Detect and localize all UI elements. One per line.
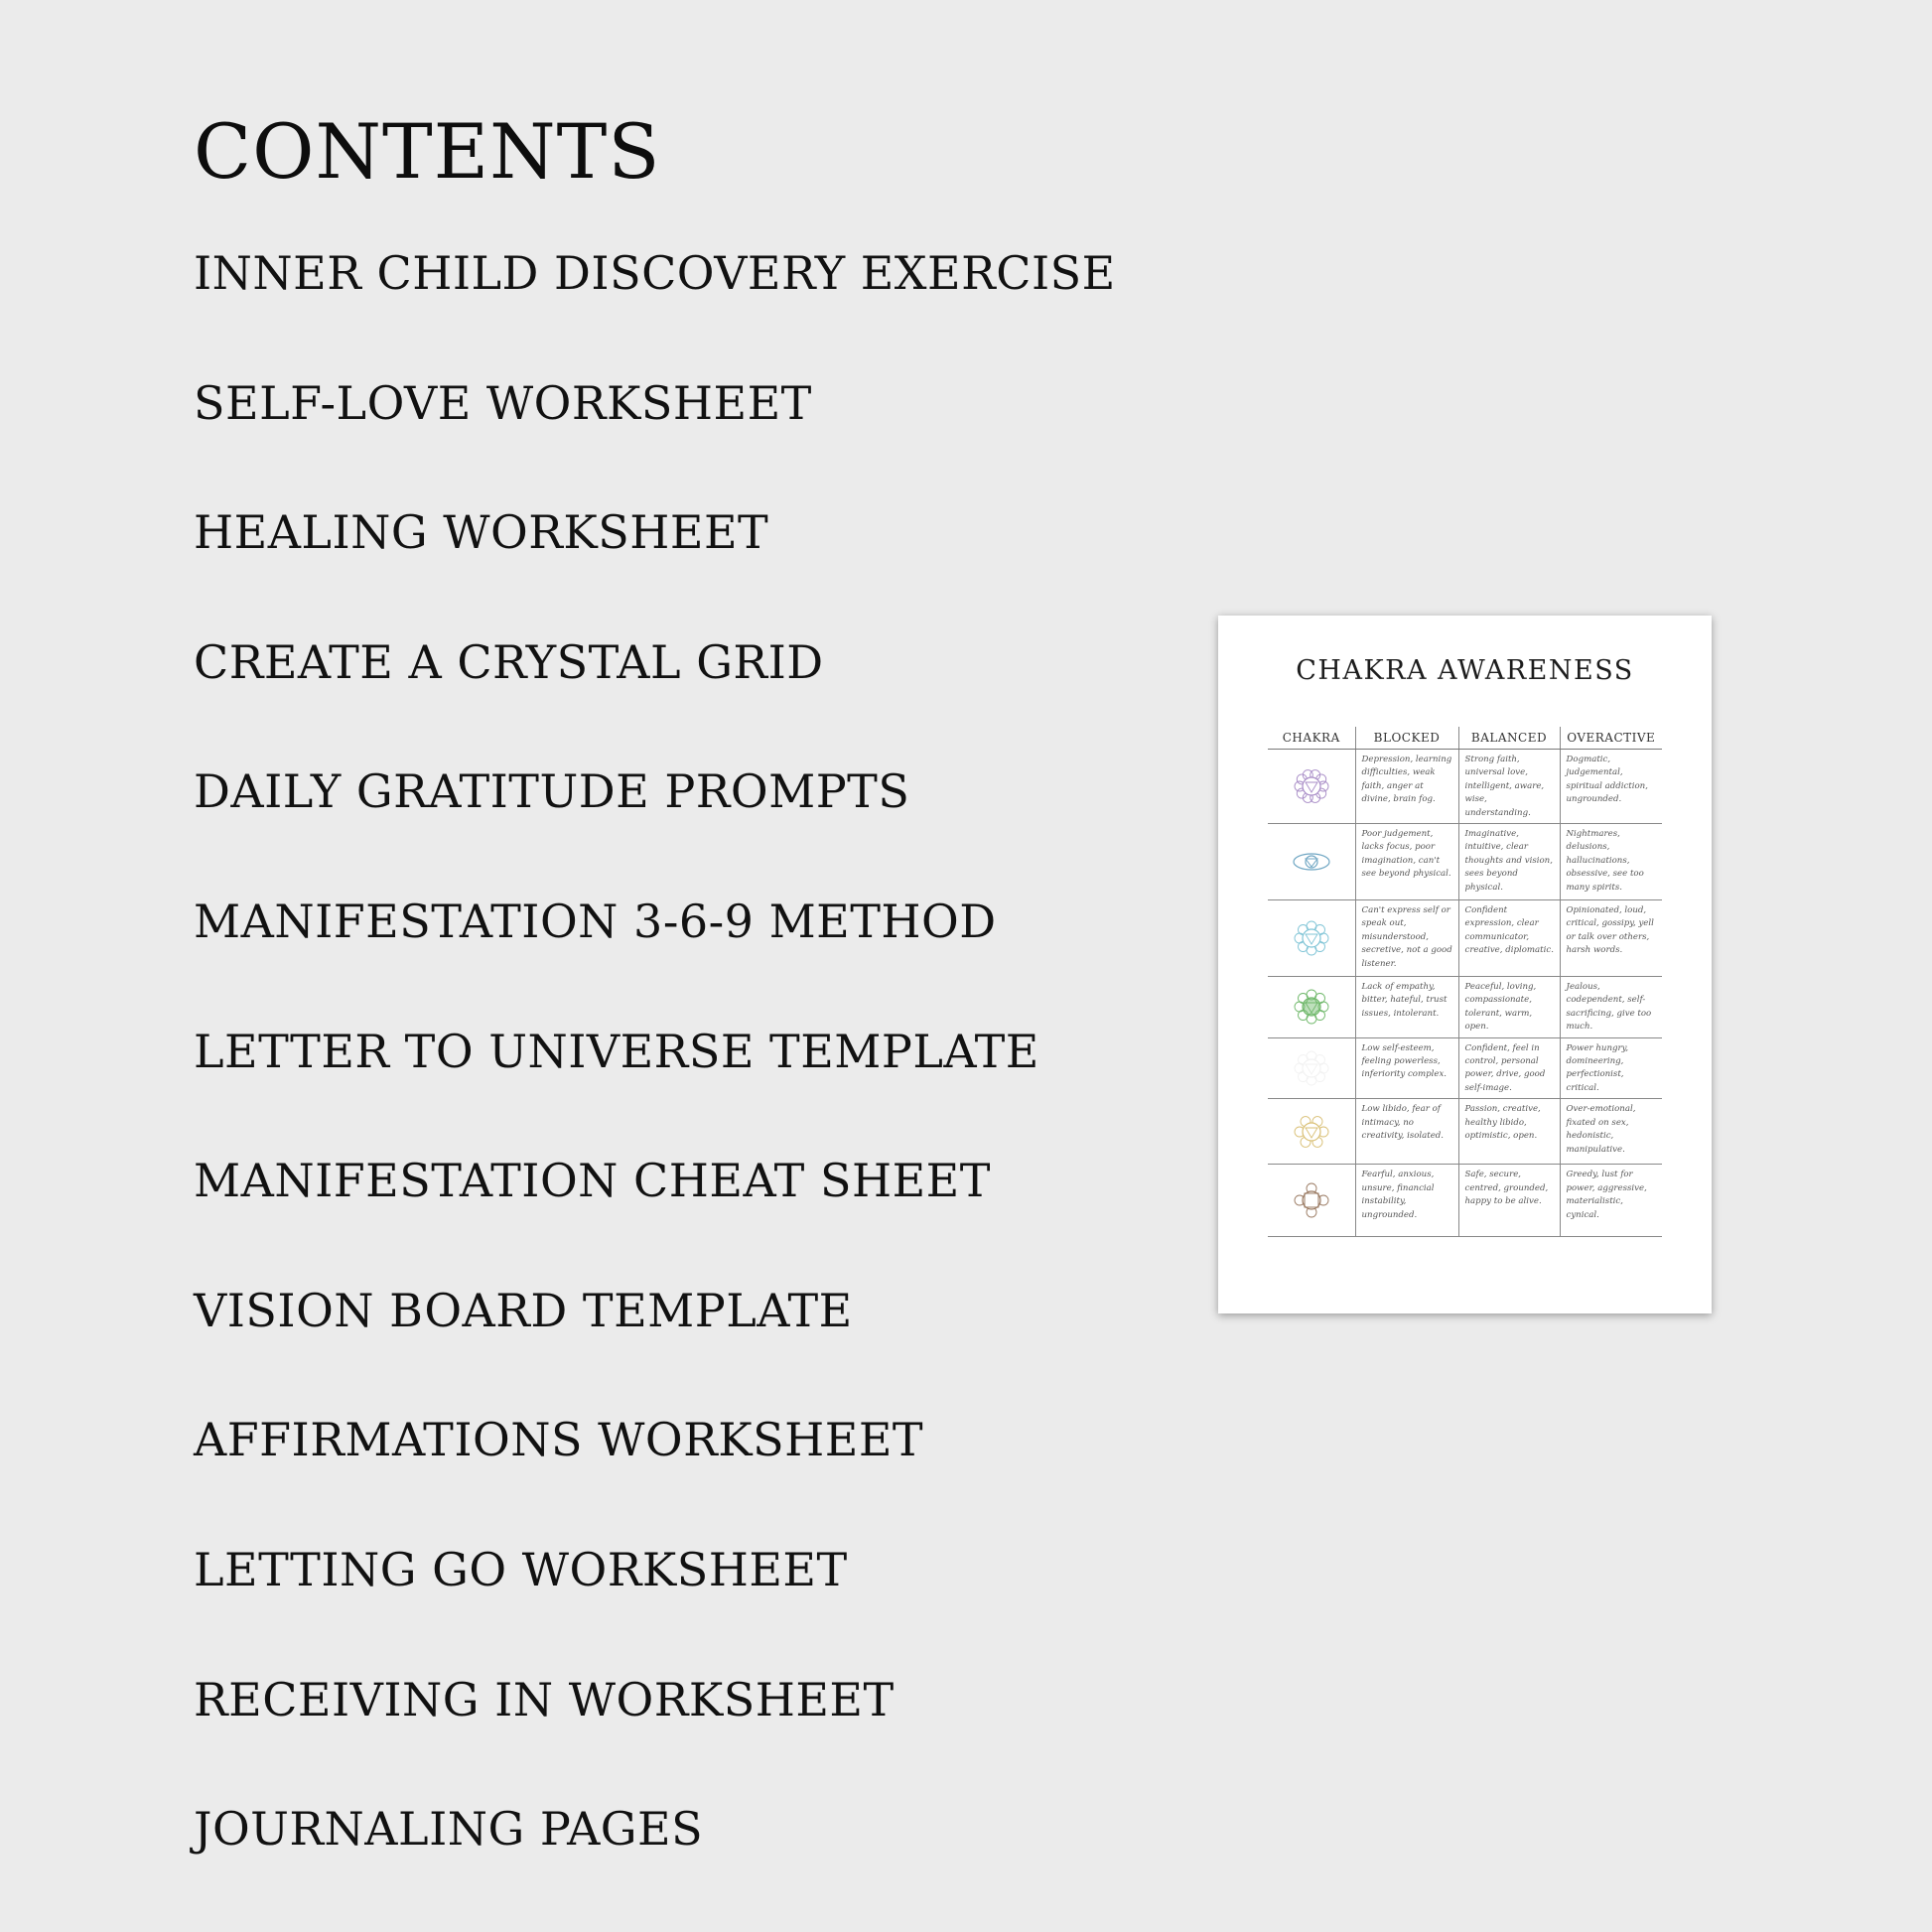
solar-plexus-chakra-icon (1292, 1048, 1331, 1088)
blocked-cell: Low self-esteem, feeling powerless, inferiority complex. (1355, 1037, 1458, 1099)
blocked-cell: Poor judgement, lacks focus, poor imagination, can't see beyond physical. (1355, 824, 1458, 900)
balanced-cell: Safe, secure, centred, grounded, happy to be alive. (1458, 1165, 1560, 1237)
chakra-symbol-cell (1268, 1099, 1355, 1165)
chakra-symbol-cell (1268, 900, 1355, 977)
balanced-cell: Confident, feel in control, personal power, drive, good self-image. (1458, 1037, 1560, 1099)
balanced-cell: Confident expression, clear communicator, creative, diplomatic. (1458, 900, 1560, 977)
contents-item: SELF-LOVE WORKSHEET (194, 375, 812, 430)
chakra-symbol-cell (1268, 1165, 1355, 1237)
table-row (1268, 1165, 1662, 1237)
table-header-row (1268, 727, 1662, 750)
blocked-cell: Lack of empathy, bitter, hateful, trust issues, intolerant. (1355, 977, 1458, 1038)
contents-list (194, 238, 1116, 1924)
chakra-symbol-cell (1268, 977, 1355, 1038)
throat-chakra-icon (1292, 918, 1331, 958)
table-row (1268, 824, 1662, 900)
contents-item: JOURNALING PAGES (194, 1802, 704, 1857)
overactive-cell: Jealous, codependent, self-sacrificing, give too much. (1560, 977, 1662, 1038)
table-row (1268, 1099, 1662, 1165)
chakra-symbol-cell (1268, 1037, 1355, 1099)
overactive-cell: Opinionated, loud, critical, gossipy, yell or talk over others, harsh words. (1560, 900, 1662, 977)
sacral-chakra-icon (1292, 1112, 1331, 1152)
column-header-chakra: CHAKRA (1268, 727, 1355, 750)
overactive-cell: Power hungry, domineering, perfectionist, critical. (1560, 1037, 1662, 1099)
chakra-symbol-cell (1268, 750, 1355, 824)
blocked-cell: Fearful, anxious, unsure, financial instability, ungrounded. (1355, 1165, 1458, 1237)
overactive-cell: Nightmares, delusions, hallucinations, obsessive, see too many spirits. (1560, 824, 1662, 900)
balanced-cell: Imaginative, intuitive, clear thoughts and vision, sees beyond physical. (1458, 824, 1560, 900)
balanced-cell: Passion, creative, healthy libido, optimistic, open. (1458, 1099, 1560, 1165)
worksheet-title: CHAKRA AWARENESS (1296, 655, 1634, 686)
chakra-table (1268, 727, 1662, 1237)
contents-item: VISION BOARD TEMPLATE (194, 1283, 853, 1337)
contents-item: MANIFESTATION CHEAT SHEET (194, 1154, 991, 1208)
column-header-blocked: BLOCKED (1355, 727, 1458, 750)
blocked-cell: Low libido, fear of intimacy, no creativity, isolated. (1355, 1099, 1458, 1165)
column-header-balanced: BALANCED (1458, 727, 1560, 750)
table-row (1268, 900, 1662, 977)
blocked-cell: Depression, learning difficulties, weak faith, anger at divine, brain fog. (1355, 750, 1458, 824)
chakra-symbol-cell (1268, 824, 1355, 900)
overactive-cell: Over-emotional, fixated on sex, hedonistic, manipulative. (1560, 1099, 1662, 1165)
contents-heading: CONTENTS (194, 107, 661, 196)
overactive-cell: Dogmatic, judgemental, spiritual addiction, ungrounded. (1560, 750, 1662, 824)
blocked-cell: Can't express self or speak out, misunderstood, secretive, not a good listener. (1355, 900, 1458, 977)
chakra-worksheet-preview (1218, 616, 1712, 1313)
table-row (1268, 1037, 1662, 1099)
column-header-overactive: OVERACTIVE (1560, 727, 1662, 750)
contents-item: INNER CHILD DISCOVERY EXERCISE (194, 246, 1116, 300)
table-row (1268, 977, 1662, 1038)
contents-item: MANIFESTATION 3-6-9 METHOD (194, 894, 997, 948)
contents-item: RECEIVING IN WORKSHEET (194, 1672, 895, 1726)
balanced-cell: Strong faith, universal love, intelligent, aware, wise, understanding. (1458, 750, 1560, 824)
contents-item: LETTER TO UNIVERSE TEMPLATE (194, 1024, 1039, 1078)
balanced-cell: Peaceful, loving, compassionate, tolerant, warm, open. (1458, 977, 1560, 1038)
heart-chakra-icon (1292, 987, 1331, 1027)
contents-item: DAILY GRATITUDE PROMPTS (194, 764, 910, 819)
table-row (1268, 750, 1662, 824)
third-eye-chakra-icon (1292, 842, 1331, 882)
root-chakra-icon (1292, 1180, 1331, 1220)
contents-item: LETTING GO WORKSHEET (194, 1542, 848, 1596)
contents-item: AFFIRMATIONS WORKSHEET (194, 1413, 924, 1467)
contents-item: CREATE A CRYSTAL GRID (194, 634, 824, 689)
crown-chakra-icon (1292, 766, 1331, 806)
overactive-cell: Greedy, lust for power, aggressive, materialistic, cynical. (1560, 1165, 1662, 1237)
contents-item: HEALING WORKSHEET (194, 505, 769, 560)
